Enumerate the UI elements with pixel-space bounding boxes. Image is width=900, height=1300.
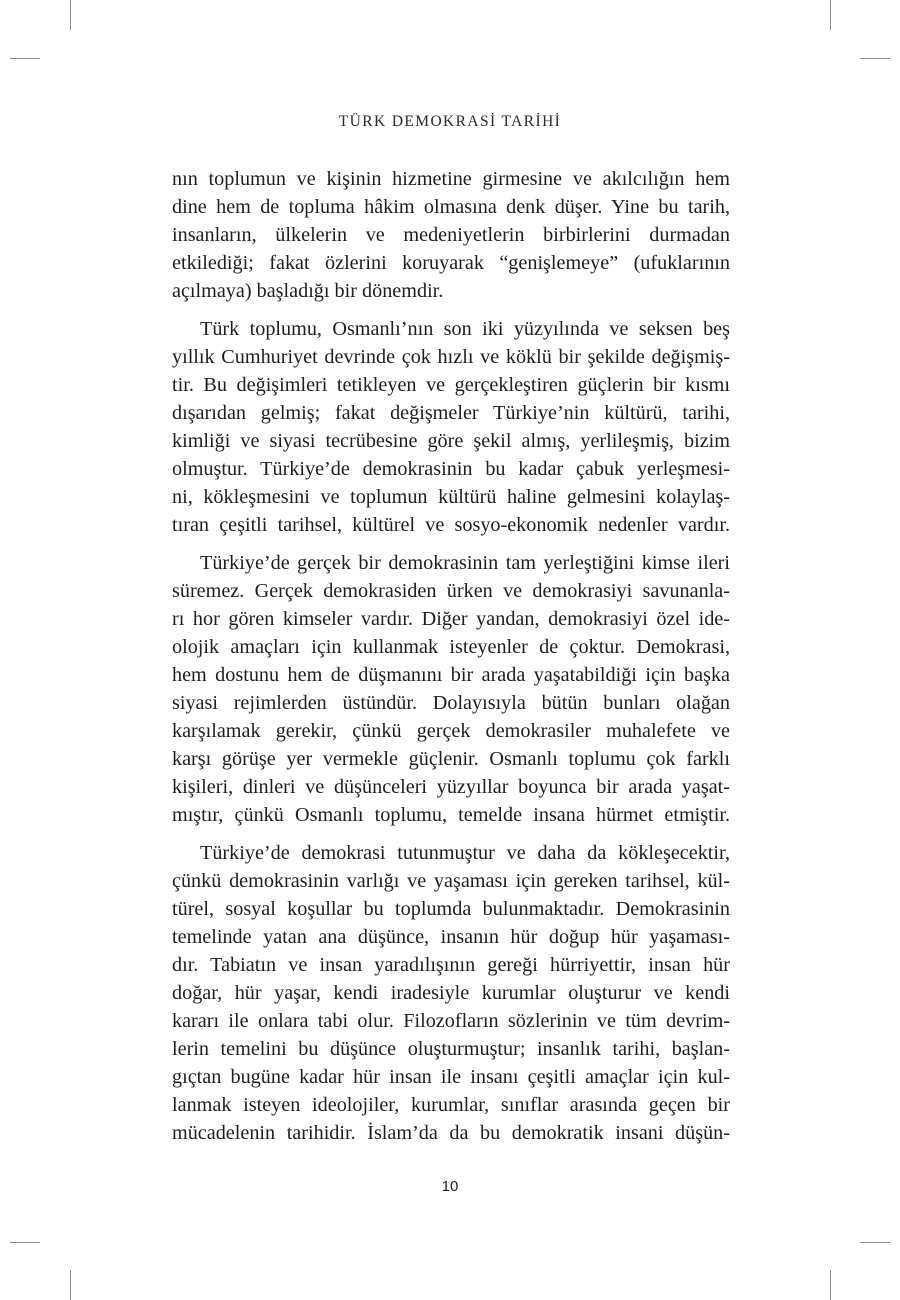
text-line: Türkiye’de demokrasi tutunmuştur ve daha da kökleşecektir, [200,842,730,864]
text-line: doğar, hür yaşar, kendi iradesiyle kurumlar oluşturur ve kendi [172,982,730,1004]
text-line: temelinde yatan ana düşünce, insanın hür doğup hür yaşaması- [172,926,730,948]
crop-mark-bottom-left [70,1270,71,1300]
crop-mark-bottom-right [830,1270,831,1300]
text-line: dışarıdan gelmiş; fakat değişmeler Türkiye’nin kültürü, tarihi, [172,402,730,424]
text-line: lerin temelini bu düşünce oluşturmuştur; insanlık tarihi, başlan- [172,1038,730,1060]
paragraph-1 [172,165,730,305]
paragraph-3 [172,549,730,829]
text-line: dır. Tabiatın ve insan yaradılışının gereği hürriyettir, insan hür [172,954,730,976]
text-line: hem dostunu hem de düşmanını bir arada yaşatabildiği için başka [172,664,730,686]
text-line: mücadelenin tarihidir. İslam’da da bu demokratik insani düşün- [172,1122,730,1144]
crop-mark-top-left [70,0,71,30]
text-line: dine hem de topluma hâkim olmasına denk düşer. Yine bu tarih, [172,196,730,218]
text-line: nın toplumun ve kişinin hizmetine girmesine ve akılcılığın hem [172,168,730,190]
text-line: Türk toplumu, Osmanlı’nın son iki yüzyılında ve seksen beş [200,318,730,340]
text-line: yıllık Cumhuriyet devrinde çok hızlı ve köklü bir şekilde değişmiş- [172,346,730,368]
text-line: kişileri, dinleri ve düşünceleri yüzyıllar boyunca bir arada yaşat- [172,776,730,798]
text-line: çünkü demokrasinin varlığı ve yaşaması için gereken tarihsel, kül- [172,870,730,892]
crop-mark-left-bottom [10,1242,40,1243]
text-line: insanların, ülkelerin ve medeniyetlerin birbirlerini durmadan [172,224,730,246]
crop-mark-top-right [830,0,831,30]
body-text [172,165,730,1157]
text-line: tıran çeşitli tarihsel, kültürel ve sosyo-ekonomik nedenler vardır. [172,514,730,536]
crop-mark-right-bottom [860,1242,890,1243]
text-line: kimliği ve siyasi tecrübesine göre şekil almış, yerlileşmiş, bizim [172,430,730,452]
text-line: karşı görüşe yer vermekle güçlenir. Osmanlı toplumu çok farklı [172,748,730,770]
paragraph-4 [172,839,730,1147]
crop-mark-right-top [860,58,890,59]
text-line: mıştır, çünkü Osmanlı toplumu, temelde insana hürmet etmiştir. [172,804,730,826]
text-line: olmuştur. Türkiye’de demokrasinin bu kadar çabuk yerleşmesi- [172,458,730,480]
text-line: lanmak isteyen ideolojiler, kurumlar, sınıflar arasında geçen bir [172,1094,730,1116]
paragraph-2 [172,315,730,539]
text-line: kararı ile onlara tabi olur. Filozofların sözlerinin ve tüm devrim- [172,1010,730,1032]
text-line: ni, kökleşmesini ve toplumun kültürü haline gelmesini kolaylaş- [172,486,730,508]
text-line: rı hor gören kimseler vardır. Diğer yandan, demokrasiyi özel ide- [172,608,730,630]
text-line: gıçtan bugüne kadar hür insan ile insanı çeşitli amaçlar için kul- [172,1066,730,1088]
text-line: tir. Bu değişimleri tetikleyen ve gerçekleştiren güçlerin bir kısmı [172,374,730,396]
text-line: siyasi rejimlerden üstündür. Dolayısıyla bütün bunları olağan [172,692,730,714]
text-line: karşılamak gerekir, çünkü gerçek demokrasiler muhalefete ve [172,720,730,742]
text-line: Türkiye’de gerçek bir demokrasinin tam yerleştiğini kimse ileri [200,552,730,574]
text-line: türel, sosyal koşullar bu toplumda bulunmaktadır. Demokrasinin [172,898,730,920]
text-line: açılmaya) başladığı bir dönemdir. [172,280,444,302]
text-line: olojik amaçları için kullanmak isteyenler de çoktur. Demokrasi, [172,636,730,658]
running-head: TÜRK DEMOKRASİ TARİHİ [338,113,562,130]
crop-mark-left-top [10,58,40,59]
page-number: 10 [441,1178,459,1195]
text-line: süremez. Gerçek demokrasiden ürken ve demokrasiyi savunanla- [172,580,730,602]
text-line: etkilediği; fakat özlerini koruyarak “genişlemeye” (ufuklarının [172,252,730,274]
